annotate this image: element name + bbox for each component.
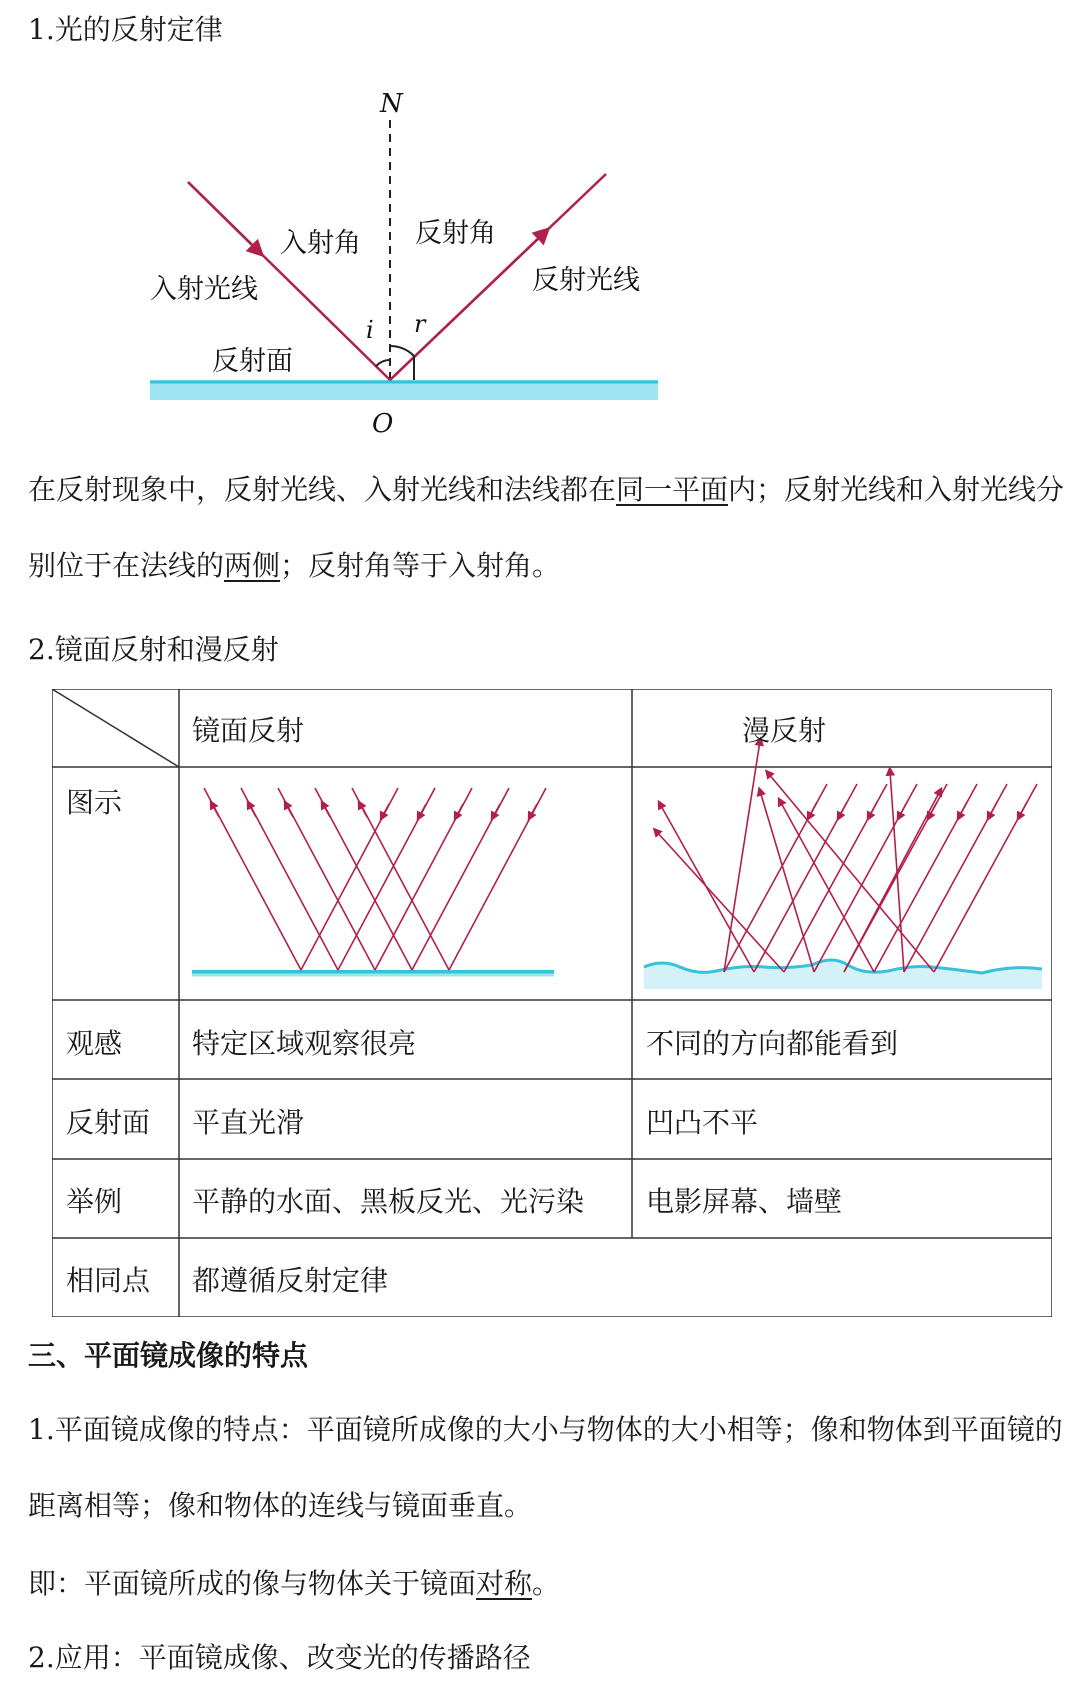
application-paragraph: 2.应用：平面镜成像、改变光的传播路径 [28,1641,531,1674]
r-label: r [414,310,426,338]
section-heading-reflection-law: 1.光的反射定律 [28,13,223,46]
normal-label: N [380,89,403,119]
cell-perception-diffuse: 不同的方向都能看到 [646,1027,899,1060]
cell-surface-specular: 平直光滑 [192,1106,305,1139]
row-label-illustration: 图示 [66,786,123,819]
plane-mirror-paragraph: 1.平面镜成像的特点：平面镜所成像的大小与物体的大小相等；像和物体到平面镜的距离相等；像和物体的连线与镜面垂直。 [28,1413,1063,1522]
underline-symmetry: 对称 [476,1567,533,1600]
diffuse-reflection-illustration [644,741,1042,989]
comparison-table [52,689,1052,1317]
section-heading-specular-diffuse: 2.镜面反射和漫反射 [28,633,279,666]
underline-two-sides: 两侧 [224,549,281,582]
row-label-common: 相同点 [66,1264,151,1297]
row-label-surface: 反射面 [66,1106,151,1139]
angle-r-arc [390,346,414,356]
incident-ray-label: 入射光线 [150,274,258,305]
row-label-perception: 观感 [66,1027,123,1060]
cell-perception-specular: 特定区域观察很亮 [192,1027,417,1060]
col-header-diffuse: 漫反射 [742,714,827,747]
incident-angle-label: 入射角 [280,228,361,259]
reflect-angle-label: 反射角 [415,218,496,249]
section-heading-plane-mirror: 三、平面镜成像的特点 [28,1339,309,1372]
surface-label: 反射面 [212,346,293,377]
row-label-examples: 举例 [66,1185,123,1218]
col-header-specular: 镜面反射 [192,714,305,747]
header-diagonal [52,689,179,767]
angle-i-arc [376,360,390,366]
underline-same-plane: 同一平面 [616,473,729,506]
cell-surface-diffuse: 凹凸不平 [646,1106,759,1139]
reflection-law-paragraph: 在反射现象中，反射光线、入射光线和法线都在同一平面内；反射光线和入射光线分别位于在法线的两侧；反射角等于入射角。 [28,473,1065,582]
reflection-law-diagram [0,0,1080,450]
cell-examples-diffuse: 电影屏幕、墙壁 [646,1185,843,1218]
cell-examples-specular: 平静的水面、黑板反光、光污染 [192,1185,585,1218]
i-label: i [366,316,374,344]
cell-common: 都遵循反射定律 [192,1264,389,1297]
origin-label: O [372,409,394,439]
specular-reflection-illustration [192,788,554,975]
reflect-ray-label: 反射光线 [532,265,640,296]
symmetry-paragraph: 即：平面镜所成的像与物体关于镜面对称。 [28,1567,561,1600]
